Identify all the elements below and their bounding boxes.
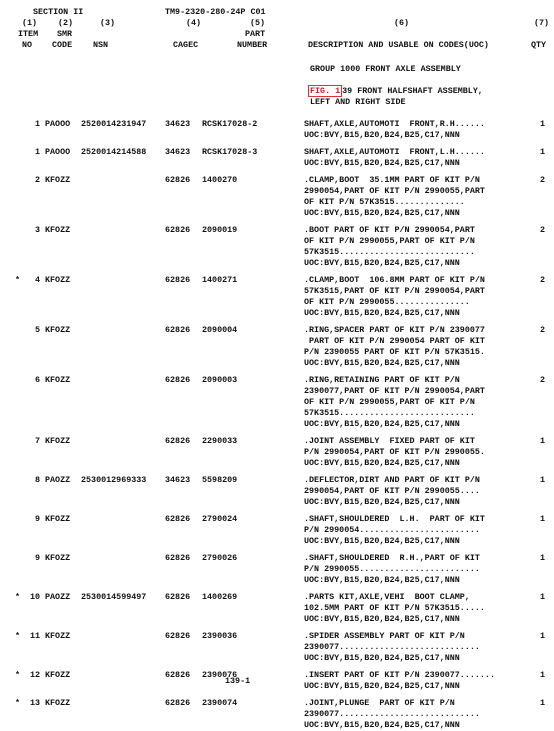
- row-description: [304, 375, 485, 430]
- row-description-line: OF KIT P/N 2990055,PART OF KIT P/N: [304, 397, 475, 407]
- row-description-line: 57K3515...........................: [304, 247, 475, 257]
- col-num-1: (1): [22, 18, 38, 28]
- row-qty: 1: [539, 119, 545, 129]
- row-smr-code: KFOZZ: [45, 553, 71, 563]
- row-description: [304, 225, 475, 269]
- row-description-line: .INSERT PART OF KIT P/N 2390077.......: [304, 670, 495, 680]
- row-item-no: 12: [29, 670, 40, 680]
- row-smr-code: KFOZZ: [45, 514, 71, 524]
- row-description-line: UOC:BVY,B15,B20,B24,B25,C17,NNN: [304, 575, 460, 585]
- row-smr-code: PAOZZ: [45, 475, 71, 485]
- row-description-line: P/N 2390055 PART OF KIT P/N 57K3515.: [304, 347, 485, 357]
- row-cagec: 62826: [165, 375, 191, 385]
- row-cagec: 62826: [165, 436, 191, 446]
- row-description-line: SHAFT,AXLE,AUTOMOTI FRONT,L.H......: [304, 147, 485, 157]
- row-nsn: 2520014214588: [81, 147, 147, 157]
- row-qty: 1: [539, 698, 545, 708]
- row-description-line: UOC:BVY,B15,B20,B24,B25,C17,NNN: [304, 653, 460, 663]
- row-description: [304, 670, 495, 692]
- row-cagec: 62826: [165, 592, 191, 602]
- row-item-no: 9: [34, 514, 40, 524]
- row-star-marker: *: [15, 698, 21, 708]
- row-smr-code: KFOZZ: [45, 275, 71, 285]
- row-description-line: .SPIDER ASSEMBLY PART OF KIT P/N: [304, 631, 465, 641]
- row-part-number: 2090003: [202, 375, 238, 385]
- row-description: [304, 325, 485, 369]
- row-item-no: 7: [34, 436, 40, 446]
- col-num-4: (4): [186, 18, 202, 28]
- row-smr-code: KFOZZ: [45, 698, 71, 708]
- row-qty: 1: [539, 592, 545, 602]
- row-smr-code: KFOZZ: [45, 436, 71, 446]
- row-description-line: 2390077............................: [304, 642, 480, 652]
- row-smr-code: KFOZZ: [45, 225, 71, 235]
- row-description-line: .BOOT PART OF KIT P/N 2990054,PART: [304, 225, 475, 235]
- row-description-line: OF KIT P/N 57K3515..............: [304, 197, 465, 207]
- row-description-line: .SHAFT,SHOULDERED R.H.,PART OF KIT: [304, 553, 480, 563]
- row-qty: 1: [539, 514, 545, 524]
- row-item-no: 1: [34, 119, 40, 129]
- row-description-line: P/N 2990054,PART OF KIT P/N 2990055.: [304, 447, 485, 457]
- row-qty: 1: [539, 670, 545, 680]
- row-description: [304, 553, 480, 586]
- row-description-line: OF KIT P/N 2990055...............: [304, 297, 470, 307]
- figure-subtitle: LEFT AND RIGHT SIDE: [310, 97, 406, 107]
- row-part-number: RCSK17028-3: [202, 147, 258, 157]
- row-star-marker: *: [15, 631, 21, 641]
- row-part-number: RCSK17028-2: [202, 119, 258, 129]
- figure-title-rest: 39 FRONT HALFSHAFT ASSEMBLY,: [342, 86, 483, 96]
- row-qty: 2: [539, 225, 545, 235]
- col-head-cagec: CAGEC: [173, 40, 199, 50]
- row-description-line: P/N 2990055........................: [304, 564, 480, 574]
- row-item-no: 8: [34, 475, 40, 485]
- row-star-marker: *: [15, 592, 21, 602]
- row-item-no: 10: [29, 592, 40, 602]
- row-cagec: 62826: [165, 670, 191, 680]
- figure-title: [308, 86, 483, 97]
- row-smr-code: KFOZZ: [45, 670, 71, 680]
- row-description-line: 2390077,PART OF KIT P/N 2990054,PART: [304, 386, 485, 396]
- col-num-3: (3): [100, 18, 116, 28]
- row-cagec: 34623: [165, 475, 191, 485]
- row-cagec: 62826: [165, 514, 191, 524]
- row-part-number: 1400270: [202, 175, 238, 185]
- row-description-line: UOC:BVY,B15,B20,B24,B25,C17,NNN: [304, 536, 460, 546]
- row-description-line: 57K3515...........................: [304, 408, 475, 418]
- row-smr-code: KFOZZ: [45, 631, 71, 641]
- row-description-line: .DEFLECTOR,DIRT AND PART OF KIT P/N: [304, 475, 480, 485]
- row-cagec: 62826: [165, 553, 191, 563]
- row-description-line: .RING,SPACER PART OF KIT P/N 2390077: [304, 325, 485, 335]
- row-part-number: 2790026: [202, 553, 238, 563]
- row-item-no: 9: [34, 553, 40, 563]
- row-description-line: SHAFT,AXLE,AUTOMOTI FRONT,R.H......: [304, 119, 485, 129]
- col-head-qty: QTY: [531, 40, 547, 50]
- row-description-line: P/N 2990054........................: [304, 525, 480, 535]
- row-star-marker: *: [15, 275, 21, 285]
- row-description-line: UOC:BVY,B15,B20,B24,B25,C17,NNN: [304, 720, 460, 730]
- row-star-marker: *: [15, 670, 21, 680]
- row-smr-code: PAOZZ: [45, 592, 71, 602]
- row-qty: 1: [539, 475, 545, 485]
- row-description-line: 2990054,PART OF KIT P/N 2990055....: [304, 486, 480, 496]
- row-item-no: 6: [34, 375, 40, 385]
- col-num-6: (6): [394, 18, 410, 28]
- row-part-number: 5598209: [202, 475, 238, 485]
- row-item-no: 11: [29, 631, 40, 641]
- figure-link[interactable]: FIG. 1: [310, 86, 341, 96]
- row-item-no: 4: [34, 275, 40, 285]
- row-description-line: UOC:BVY,B15,B20,B24,B25,C17,NNN: [304, 158, 460, 168]
- row-description-line: .JOINT,PLUNGE PART OF KIT P/N: [304, 698, 455, 708]
- row-qty: 2: [539, 175, 545, 185]
- row-description-line: .SHAFT,SHOULDERED L.H. PART OF KIT: [304, 514, 485, 524]
- col-head-code: CODE: [52, 40, 73, 50]
- row-description-line: UOC:BVY,B15,B20,B24,B25,C17,NNN: [304, 614, 460, 624]
- row-qty: 2: [539, 325, 545, 335]
- row-description-line: UOC:BVY,B15,B20,B24,B25,C17,NNN: [304, 497, 460, 507]
- row-cagec: 62826: [165, 325, 191, 335]
- row-description-line: UOC:BVY,B15,B20,B24,B25,C17,NNN: [304, 458, 460, 468]
- row-part-number: 2790024: [202, 514, 238, 524]
- row-smr-code: KFOZZ: [45, 325, 71, 335]
- row-description-line: OF KIT P/N 2990055,PART OF KIT P/N: [304, 236, 475, 246]
- row-description: [304, 436, 485, 469]
- col-head-number: NUMBER: [237, 40, 268, 50]
- row-description: [304, 592, 485, 625]
- row-description-line: .CLAMP,BOOT 35.1MM PART OF KIT P/N: [304, 175, 480, 185]
- row-description-line: 2390077............................: [304, 709, 480, 719]
- row-nsn: 2530012969333: [81, 475, 147, 485]
- page-number: 139-1: [225, 676, 251, 686]
- col-head-description: DESCRIPTION AND USABLE ON CODES(UOC): [308, 40, 489, 50]
- row-description-line: .CLAMP,BOOT 106.8MM PART OF KIT P/N: [304, 275, 485, 285]
- row-description-line: .RING,RETAINING PART OF KIT P/N: [304, 375, 460, 385]
- col-head-no: NO: [22, 40, 33, 50]
- row-part-number: 2390076: [202, 670, 238, 680]
- row-nsn: 2530014599497: [81, 592, 147, 602]
- row-description-line: UOC:BVY,B15,B20,B24,B25,C17,NNN: [304, 208, 460, 218]
- row-description: [304, 631, 480, 664]
- document-id: TM9-2320-280-24P C01: [165, 7, 266, 17]
- row-part-number: 2090004: [202, 325, 238, 335]
- row-part-number: 2390074: [202, 698, 238, 708]
- row-nsn: 2520014231947: [81, 119, 147, 129]
- row-part-number: 2290033: [202, 436, 238, 446]
- row-qty: 1: [539, 436, 545, 446]
- col-num-2: (2): [58, 18, 74, 28]
- col-num-7: (7): [534, 18, 550, 28]
- row-qty: 1: [539, 553, 545, 563]
- row-cagec: 34623: [165, 119, 191, 129]
- row-description: [304, 475, 480, 508]
- row-smr-code: KFOZZ: [45, 375, 71, 385]
- row-part-number: 1400269: [202, 592, 238, 602]
- row-description-line: UOC:BVY,B15,B20,B24,B25,C17,NNN: [304, 130, 460, 140]
- row-cagec: 34623: [165, 147, 191, 157]
- row-description-line: 57K3515,PART OF KIT P/N 2990054,PART: [304, 286, 485, 296]
- row-part-number: 2390036: [202, 631, 238, 641]
- row-qty: 2: [539, 275, 545, 285]
- col-head-item: ITEM: [18, 29, 39, 39]
- row-description: [304, 514, 485, 547]
- row-qty: 1: [539, 631, 545, 641]
- row-cagec: 62826: [165, 631, 191, 641]
- row-description-line: UOC:BVY,B15,B20,B24,B25,C17,NNN: [304, 308, 460, 318]
- row-description: [304, 119, 485, 141]
- col-head-smr: SMR: [57, 29, 73, 39]
- row-description-line: 102.5MM PART OF KIT P/N 57K3515.....: [304, 603, 485, 613]
- row-part-number: 2090019: [202, 225, 238, 235]
- row-item-no: 2: [34, 175, 40, 185]
- row-description-line: UOC:BVY,B15,B20,B24,B25,C17,NNN: [304, 358, 460, 368]
- row-description: [304, 147, 485, 169]
- row-description: [304, 275, 485, 319]
- row-item-no: 5: [34, 325, 40, 335]
- row-item-no: 13: [29, 698, 40, 708]
- row-description-line: UOC:BVY,B15,B20,B24,B25,C17,NNN: [304, 419, 460, 429]
- row-smr-code: PAOOO: [45, 147, 71, 157]
- row-item-no: 3: [34, 225, 40, 235]
- row-cagec: 62826: [165, 698, 191, 708]
- row-qty: 2: [539, 375, 545, 385]
- row-cagec: 62826: [165, 275, 191, 285]
- row-description: [304, 175, 485, 219]
- row-description-line: .PARTS KIT,AXLE,VEHI BOOT CLAMP,: [304, 592, 470, 602]
- col-head-nsn: NSN: [93, 40, 109, 50]
- row-cagec: 62826: [165, 175, 191, 185]
- row-qty: 1: [539, 147, 545, 157]
- row-description-line: UOC:BVY,B15,B20,B24,B25,C17,NNN: [304, 258, 460, 268]
- row-description-line: PART OF KIT P/N 2990054 PART OF KIT: [304, 336, 485, 346]
- row-item-no: 1: [34, 147, 40, 157]
- row-cagec: 62826: [165, 225, 191, 235]
- group-title: GROUP 1000 FRONT AXLE ASSEMBLY: [310, 64, 461, 74]
- row-description-line: UOC:BVY,B15,B20,B24,B25,C17,NNN: [304, 681, 460, 691]
- row-part-number: 1400271: [202, 275, 238, 285]
- row-smr-code: PAOOO: [45, 119, 71, 129]
- col-head-part: PART: [245, 29, 266, 39]
- section-label: SECTION II: [33, 7, 84, 17]
- row-smr-code: KFOZZ: [45, 175, 71, 185]
- col-num-5: (5): [250, 18, 266, 28]
- row-description-line: 2990054,PART OF KIT P/N 2990055,PART: [304, 186, 485, 196]
- row-description-line: .JOINT ASSEMBLY FIXED PART OF KIT: [304, 436, 475, 446]
